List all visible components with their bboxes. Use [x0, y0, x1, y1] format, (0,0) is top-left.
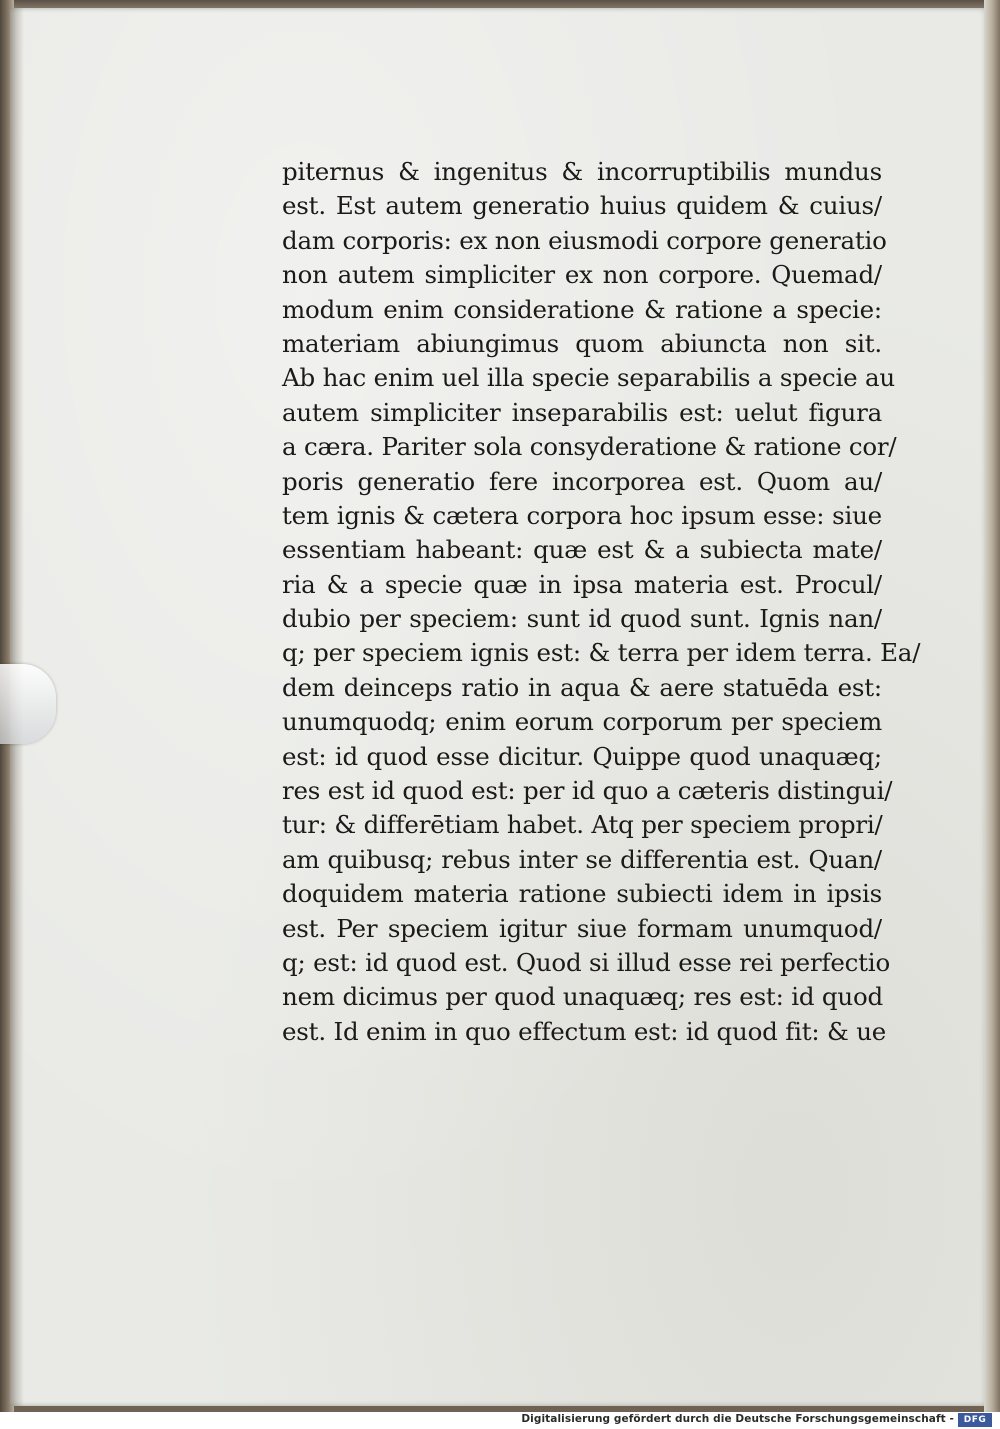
attribution-footer [0, 1412, 1000, 1429]
text-line: materiam abiungimus quom abiuncta non sit. [282, 328, 882, 358]
text-line: autem simpliciter inseparabilis est: uelut figura [282, 397, 882, 427]
funding-credit: Digitalisierung gefördert durch die Deutsche Forschungsgemeinschaft - [521, 1413, 954, 1425]
text-line: unumquodq; enim eorum corporum per speciem [282, 707, 882, 737]
book-edge-right [984, 0, 1000, 1412]
text-line: poris generatio fere incorporea est. Quom au/ [282, 466, 882, 496]
text-line: res est id quod est: per id quo a cæteris distingui/ [282, 776, 893, 806]
text-line: non autem simpliciter ex non corpore. Quemad/ [282, 260, 882, 290]
text-line: nem dicimus per quod unaquæq; res est: id quod [282, 982, 884, 1012]
text-line: est. Est autem generatio huius quidem & cuius/ [282, 191, 882, 221]
text-line: tem ignis & cætera corpora hoc ipsum esse: siue [282, 500, 882, 530]
text-line: tur: & differētiam habet. Atq per speciem propri/ [282, 810, 883, 840]
dfg-logo[interactable]: DFG [958, 1413, 992, 1427]
text-line: est. Per speciem igitur siue formam unumquod/ [282, 913, 882, 943]
text-line: am quibusq; rebus inter se differentia est. Quan/ [282, 844, 882, 874]
text-line: est. Id enim in quo effectum est: id quod fit: & ue [282, 1016, 887, 1046]
text-line: ria & a specie quæ in ipsa materia est. Procul/ [282, 569, 882, 599]
text-line: Ab hac enim uel illa specie separabilis a specie au [282, 363, 896, 393]
text-line: q; per speciem ignis est: & terra per idem terra. Ea/ [282, 638, 921, 668]
text-block [282, 155, 921, 1049]
text-line: a cæra. Pariter sola consyderatione & ratione cor/ [282, 432, 897, 462]
text-line: doquidem materia ratione subiecti idem in ipsis [282, 879, 882, 909]
text-line: piternus & ingenitus & incorruptibilis mundus [282, 157, 882, 186]
text-line: dubio per speciem: sunt id quod sunt. Ignis nan/ [282, 604, 882, 634]
page-clip [0, 664, 56, 744]
text-line: est: id quod esse dicitur. Quippe quod unaquæq; [282, 741, 882, 771]
text-line: modum enim consideratione & ratione a specie: [282, 294, 882, 324]
text-line: dem deinceps ratio in aqua & aere statuēda est: [282, 672, 882, 702]
text-line: q; est: id quod est. Quod si illud esse rei perfectio [282, 947, 890, 977]
text-line: dam corporis: ex non eiusmodi corpore generatio [282, 225, 887, 255]
text-line: essentiam habeant: quæ est & a subiecta mate/ [282, 535, 882, 565]
